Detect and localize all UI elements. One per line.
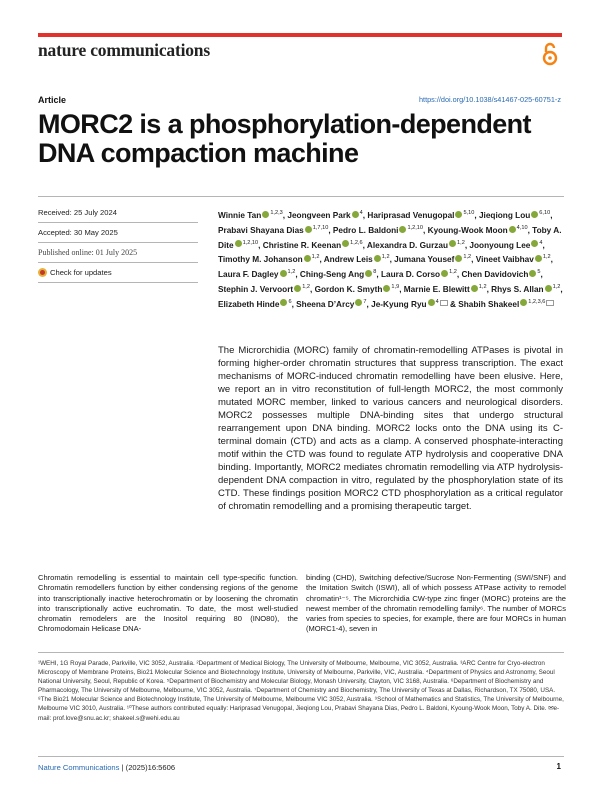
orcid-icon[interactable] <box>428 299 435 306</box>
author-affiliation-marker: 1,9 <box>391 283 400 290</box>
footer-journal-name: Nature Communications <box>38 763 120 772</box>
author-list: Winnie Tan $^{1,2,3}$, Jeongveen Park $^4$, Hariprasad Venugopal $^{5,10}$, Jieqiong Lou $^{6,10}$, Prabavi Shayana Dias $^{1,7,10}$, Pedro L. Baldoni $^{1,2,10}$, Kyoung-Wook Moon $^{4,10}$, Toby A. Dite $^{1,2,10}$, Christine R. Keenan $^{1,2,6}$, Alexandra D. Gurzau $^{1,2}$, Joonyoung Lee $^4$, Timothy M. Johanson $^{1,2}$, Andrew Leis $^{1,2}$, Jumana Yousef $^{1,2}$, Vineet Vaibhav $^{1,2}$, Laura F. Dagley $^{1,2}$, Ching-Seng Ang $^8$, Laura D. Corso $^{1,2}$, Chen Davidovich $^5$, Stephin J. Vervoort $^{1,2}$, Gordon K. Smyth $^{1,9}$, Marnie E. Blewitt $^{1,2}$, Rhys S. Allan $^{1,2}$, Elizabeth Hinde $^6$, Sheena D’Arcy $^7$, Je-Kyung Ryu $^4$ & Shabih Shakeel $^{1,2,3,6}$ <box>218 210 563 309</box>
orcid-icon[interactable] <box>531 240 538 247</box>
author-affiliation-marker: 6 <box>288 298 292 305</box>
author-name[interactable]: Prabavi Shayana Dias <box>218 225 304 235</box>
author-name[interactable]: Toby A. Dite <box>218 225 562 250</box>
orcid-icon[interactable] <box>399 226 406 233</box>
article-title: MORC2 is a phosphorylation-dependent DNA compaction machine <box>38 109 531 168</box>
author-affiliation-marker: 4 <box>539 239 543 246</box>
author-name[interactable]: Joonyoung Lee <box>469 240 531 250</box>
author-name[interactable]: Christine R. Keenan <box>262 240 342 250</box>
orcid-icon[interactable] <box>520 299 527 306</box>
email-envelope-icon[interactable] <box>546 300 554 306</box>
accepted-date: Accepted: 30 May 2025 <box>38 228 118 237</box>
author-affiliation-marker: 1,2 <box>287 269 296 275</box>
author-affiliation-marker: 4 <box>359 210 363 216</box>
author-affiliation-marker: 4,10 <box>516 224 528 231</box>
orcid-icon[interactable] <box>352 211 359 218</box>
author-affiliation-marker: 5,10 <box>463 210 475 216</box>
author-affiliation-marker: 1,2,10 <box>407 224 424 231</box>
author-name[interactable]: Shabih Shakeel <box>458 299 520 309</box>
journal-name: nature communications <box>38 40 210 60</box>
author-affiliation-marker: 5 <box>537 269 541 275</box>
received-date: Received: 25 July 2024 <box>38 208 117 217</box>
orcid-icon[interactable] <box>545 285 552 292</box>
orcid-icon[interactable] <box>355 299 362 306</box>
author-name[interactable]: Timothy M. Johanson <box>218 255 303 264</box>
author-affiliation-marker: 1,2,3 <box>270 210 283 216</box>
author-affiliation-marker: 1,2,10 <box>242 239 259 246</box>
meta-divider <box>38 242 198 243</box>
orcid-icon[interactable] <box>455 255 462 262</box>
footer-citation <box>38 763 175 772</box>
orcid-icon[interactable] <box>383 285 390 292</box>
orcid-icon[interactable] <box>280 299 287 306</box>
orcid-icon[interactable] <box>535 255 542 262</box>
orcid-icon[interactable] <box>305 226 312 233</box>
orcid-icon[interactable] <box>449 240 456 247</box>
email-envelope-icon[interactable] <box>440 300 448 306</box>
footer-volume: | (2025)16:5606 <box>121 763 176 772</box>
author-affiliation-marker: 1,2 <box>552 283 561 290</box>
orcid-icon[interactable] <box>455 211 462 218</box>
page-number: 1 <box>556 762 561 771</box>
meta-divider <box>38 262 198 263</box>
orcid-icon[interactable] <box>235 240 242 247</box>
orcid-icon[interactable] <box>374 255 381 262</box>
journal-accent-bar <box>38 33 562 37</box>
author-name[interactable]: Sheena D’Arcy <box>296 299 355 309</box>
meta-divider <box>38 282 198 283</box>
author-name[interactable]: Elizabeth Hinde <box>218 299 280 309</box>
author-name[interactable]: Rhys S. Allan <box>491 284 544 294</box>
author-name[interactable]: Chen Davidovich <box>461 269 529 279</box>
author-name[interactable]: Vineet Vaibhav <box>475 255 534 264</box>
author-affiliation-marker: 1,2,3,6 <box>528 298 546 305</box>
author-name[interactable]: Kyoung-Wook Moon <box>427 225 508 235</box>
check-for-updates-button[interactable] <box>38 268 112 277</box>
author-affiliation-marker: 7 <box>363 298 367 305</box>
author-name[interactable]: Je-Kyung Ryu <box>371 299 427 309</box>
author-affiliation-marker: 1,7,10 <box>312 224 329 231</box>
check-for-updates-label: Check for updates <box>50 268 112 277</box>
open-access-lock-icon <box>541 42 559 66</box>
orcid-icon[interactable] <box>294 285 301 292</box>
author-affiliation-marker: 1,2 <box>478 283 487 290</box>
orcid-icon[interactable] <box>342 240 349 247</box>
orcid-icon[interactable] <box>262 211 269 218</box>
author-name[interactable]: Jumana Yousef <box>394 255 455 264</box>
orcid-icon[interactable] <box>509 226 516 233</box>
check-updates-icon <box>38 268 47 277</box>
orcid-icon[interactable] <box>441 270 448 277</box>
author-affiliation-marker: 1,2 <box>542 254 551 261</box>
author-affiliation-marker: 1,2 <box>463 254 472 261</box>
orcid-icon[interactable] <box>471 285 478 292</box>
body-text-left-column: Chromatin remodelling is essential to maintain cell type-specific function. Chromatin remodellers function by either condensing regions of the genome into transcriptionally inactive heterochromatin or by loosening the chromatin into transcriptionally active euchromatin. To date, the most well-studied chromatin remodelers are the Inositol requiring 80 (INO80), the Chromodomain Helicase DNA- <box>38 573 298 634</box>
affiliations: ¹WEHI, 1G Royal Parade, Parkville, VIC 3052, Australia. ²Department of Medical Biology, The University of Melbourne, Melbourne, VIC 3052, Australia. ³ARC Centre for Cryo-electron Microscopy of Membrane Proteins, Bio21 Molecular Science and Biotechnology Institute, University of Melbourne, Parkville, VIC, Australia. ⁴Department of Physics and Astronomy, Seoul National University, Seoul, Republic of Korea. ⁵Department of Biochemistry and Molecular Biology, Monash University, Clayton, VIC 3168, Australia. ⁶Department of Biochemistry and Pharmacology, The University of Melbourne, Melbourne, VIC 3052, Australia. ⁷Department of Chemistry and Biochemistry, The University of Texas at Dallas, Richardson, TX 75080, USA. ⁸The Bio21 Molecular Science and Biotechnology Institute, The University of Melbourne, Melbourne VIC 3052, Australia. ⁹School of Mathematics and Statistics, The University of Melbourne, Melbourne VIC 3010, Australia. ¹⁰These authors contributed equally: Hariprasad Venugopal, Jieqiong Lou, Prabavi Shayana Dias, Pedro L. Baldoni, Kyoung-Wook Moon, Toby A. Dite. ✉e-mail: prof.love@snu.ac.kr; shakeel.s@wehi.edu.au <box>38 660 564 722</box>
author-affiliation-marker: 1,2 <box>449 269 457 275</box>
header-divider <box>38 196 564 197</box>
meta-divider <box>38 222 198 223</box>
orcid-icon[interactable] <box>304 255 311 262</box>
abstract: The Microrchidia (MORC) family of chromatin-remodelling ATPases is pivotal in forming higher-order chromatin structures that suppress transcription. The exact mechanisms of MORC-induced chromatin remodelling have been elusive. Here, we report an in vitro reconstitution of full-length MORC2, the most commonly mutated MORC member, linked to various cancers and neurological disorders. MORC2 possesses multiple DNA-binding sites that undergo structural rearrangement upon DNA binding. MORC2 locks onto the DNA using its C-terminal domain (CTD) and acts as a clamp. A conserved phosphate-interacting motif within the CTD was found to regulate ATP hydrolysis and cooperative DNA binding. Importantly, MORC2 mediates chromatin remodelling via ATP hydrolysis-dependent DNA compaction in vitro, regulated by the phosphorylation state of its CTD. These findings position MORC2 CTD phosphorylation as a critical regulator of chromatin remodelling and a promising therapeutic target. <box>218 345 563 512</box>
author-affiliation-marker: 1,2 <box>311 254 320 261</box>
author-name[interactable]: Winnie Tan <box>218 210 262 220</box>
author-affiliation-marker: 1,2 <box>381 254 390 261</box>
orcid-icon[interactable] <box>365 270 372 277</box>
body-text-right-column: binding (CHD), Switching defective/Sucrose Non-Fermenting (SWI/SNF) and the Imitation Switch (ISWI), all of which possess ATPase activity to remodel chromatin¹⁻⁵. The Microrchidia CW-type zinc finger (MORC) proteins are the newest member of the chromatin remodelling family⁶. The number of MORCs varies from species to species, for example, there are four MORCs in human (MORC1-4), seven in <box>306 573 566 634</box>
author-affiliation-marker: 8 <box>373 269 377 275</box>
author-name[interactable]: Hariprasad Venugopal <box>367 210 455 220</box>
author-name[interactable]: Alexandra D. Gurzau <box>366 240 449 250</box>
article-type-label: Article <box>38 95 67 105</box>
published-date: Published online: 01 July 2025 <box>38 248 138 257</box>
author-name[interactable]: Andrew Leis <box>323 255 373 264</box>
orcid-icon[interactable] <box>531 211 538 218</box>
orcid-icon[interactable] <box>529 270 536 277</box>
author-name[interactable]: Laura F. Dagley <box>218 269 279 279</box>
author-affiliation-marker: 1,2,6 <box>350 239 363 246</box>
author-name[interactable]: Marnie E. Blewitt <box>403 284 470 294</box>
author-affiliation-marker: 1,2 <box>457 239 465 246</box>
author-name[interactable]: Pedro L. Baldoni <box>332 225 399 235</box>
author-name[interactable]: Jeongveen Park <box>287 210 351 220</box>
author-name[interactable]: Laura D. Corso <box>380 269 441 279</box>
author-affiliation-marker: 6,10 <box>539 210 551 216</box>
author-affiliation-marker: 1,2 <box>302 283 310 290</box>
author-name[interactable]: Gordon K. Smyth <box>314 284 383 294</box>
author-affiliation-marker: 4 <box>435 298 439 305</box>
author-name[interactable]: Jieqiong Lou <box>478 210 531 220</box>
author-name[interactable]: Stephin J. Vervoort <box>218 284 294 294</box>
doi-link[interactable]: https://doi.org/10.1038/s41467-025-60751-z <box>419 95 561 104</box>
orcid-icon[interactable] <box>280 270 287 277</box>
footer-divider <box>38 756 564 757</box>
author-name[interactable]: Ching-Seng Ang <box>299 269 365 279</box>
affiliations-divider <box>38 652 564 653</box>
